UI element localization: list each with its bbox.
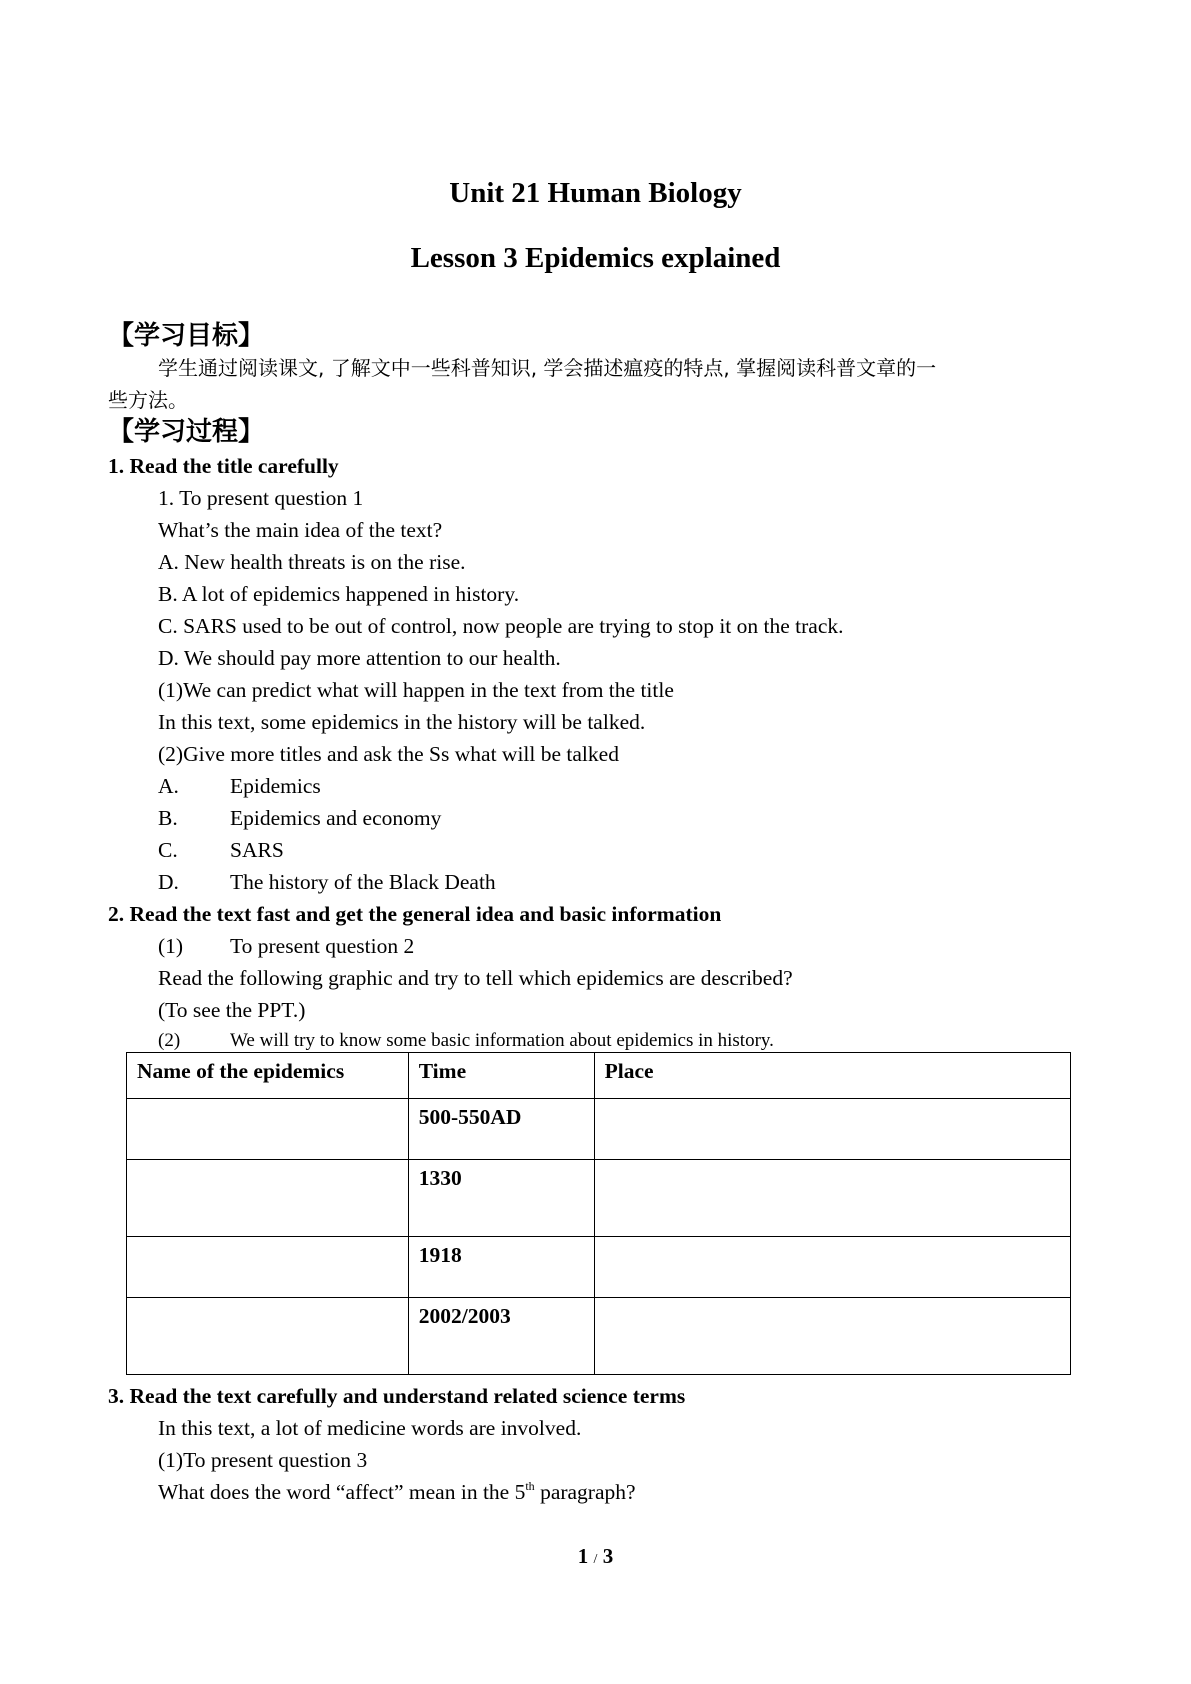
section2-item2-number: (2) <box>158 1030 181 1051</box>
section1-sub1-note: In this text, some epidemics in the history will be talked. <box>158 710 646 734</box>
table-header-name: Name of the epidemics <box>127 1053 409 1099</box>
section2-instruction: Read the following graphic and try to tell which epidemics are described? <box>158 966 793 990</box>
page-number: 1 <box>577 1544 589 1568</box>
page-separator: / <box>593 1552 598 1567</box>
unit-title: Unit 21 Human Biology <box>449 177 742 209</box>
table-row <box>127 1298 1071 1375</box>
table-cell-name[interactable] <box>127 1237 409 1298</box>
table-header-place: Place <box>594 1053 1070 1099</box>
section1-question: What’s the main idea of the text? <box>158 518 443 542</box>
page-footer <box>0 1544 1191 1569</box>
section2-item1-text: To present question 2 <box>230 934 415 958</box>
page-total: 3 <box>602 1544 614 1568</box>
section2-ppt-note: (To see the PPT.) <box>158 998 306 1022</box>
section1-sub2: (2)Give more titles and ask the Ss what will be talked <box>158 742 619 766</box>
table-cell-time: 2002/2003 <box>408 1298 594 1375</box>
section3-question-superscript: th <box>525 1479 535 1493</box>
section2-item1-number: (1) <box>158 934 184 958</box>
section3-intro: In this text, a lot of medicine words are involved. <box>158 1416 582 1440</box>
section1-option-a: A. New health threats is on the rise. <box>158 550 466 574</box>
section3-question <box>158 1478 636 1506</box>
table-cell-name[interactable] <box>127 1099 409 1160</box>
section1-option-b: B. A lot of epidemics happened in history. <box>158 582 520 606</box>
table-cell-time: 1918 <box>408 1237 594 1298</box>
epidemics-table <box>126 1052 1071 1375</box>
table-cell-time: 500-550AD <box>408 1099 594 1160</box>
title-option-c <box>158 836 284 864</box>
table-cell-name[interactable] <box>127 1160 409 1237</box>
table-cell-time: 1330 <box>408 1160 594 1237</box>
section2-heading-text: . Read the text fast and get the general idea and basic information <box>118 902 722 926</box>
title-option-letter: D. <box>158 870 179 894</box>
table-row <box>127 1160 1071 1237</box>
table-row <box>127 1237 1071 1298</box>
table-header-time: Time <box>408 1053 594 1099</box>
title-option-text: SARS <box>230 838 284 862</box>
title-option-text: Epidemics <box>230 774 321 798</box>
section1-present-question: 1. To present question 1 <box>158 486 364 510</box>
table-row <box>127 1099 1071 1160</box>
title-option-letter: B. <box>158 806 178 830</box>
section1-option-c: C. SARS used to be out of control, now people are trying to stop it on the track. <box>158 614 844 638</box>
table-cell-place[interactable] <box>594 1160 1070 1237</box>
section3-item1: (1)To present question 3 <box>158 1448 368 1472</box>
section3-heading: 3. Read the text carefully and understand related science terms <box>108 1384 686 1408</box>
table-header-row <box>127 1053 1071 1099</box>
title-option-letter: C. <box>158 838 178 862</box>
table-cell-place[interactable] <box>594 1237 1070 1298</box>
title-option-b <box>158 804 441 832</box>
section2-heading-number: 2 <box>108 902 119 926</box>
section2-item2 <box>158 1027 774 1055</box>
title-option-a <box>158 772 321 800</box>
table-cell-place[interactable] <box>594 1099 1070 1160</box>
title-option-text: Epidemics and economy <box>230 806 442 830</box>
lesson-title: Lesson 3 Epidemics explained <box>410 242 781 274</box>
title-option-text: The history of the Black Death <box>230 870 496 894</box>
section1-heading: 1. Read the title carefully <box>108 454 339 478</box>
title-option-letter: A. <box>158 774 179 798</box>
objectives-heading: 【学习目标】 <box>108 321 265 351</box>
section1-sub1: (1)We can predict what will happen in the text from the title <box>158 678 674 702</box>
objectives-text-line2: 些方法。 <box>108 388 188 412</box>
objectives-text-line1: 学生通过阅读课文, 了解文中一些科普知识, 学会描述瘟疫的特点, 掌握阅读科普文章的一 <box>158 356 937 380</box>
section3-question-text: What does the word “affect” mean in the 5 <box>158 1480 526 1504</box>
process-heading: 【学习过程】 <box>108 417 265 447</box>
table-cell-place[interactable] <box>594 1298 1070 1375</box>
section2-item2-text: We will try to know some basic information about epidemics in history. <box>230 1030 774 1051</box>
title-option-d <box>158 868 496 896</box>
section2-item1 <box>158 932 414 960</box>
section2-heading <box>108 900 721 928</box>
section3-question-tail: paragraph? <box>534 1480 636 1504</box>
table-cell-name[interactable] <box>127 1298 409 1375</box>
section1-option-d: D. We should pay more attention to our health. <box>158 646 561 670</box>
